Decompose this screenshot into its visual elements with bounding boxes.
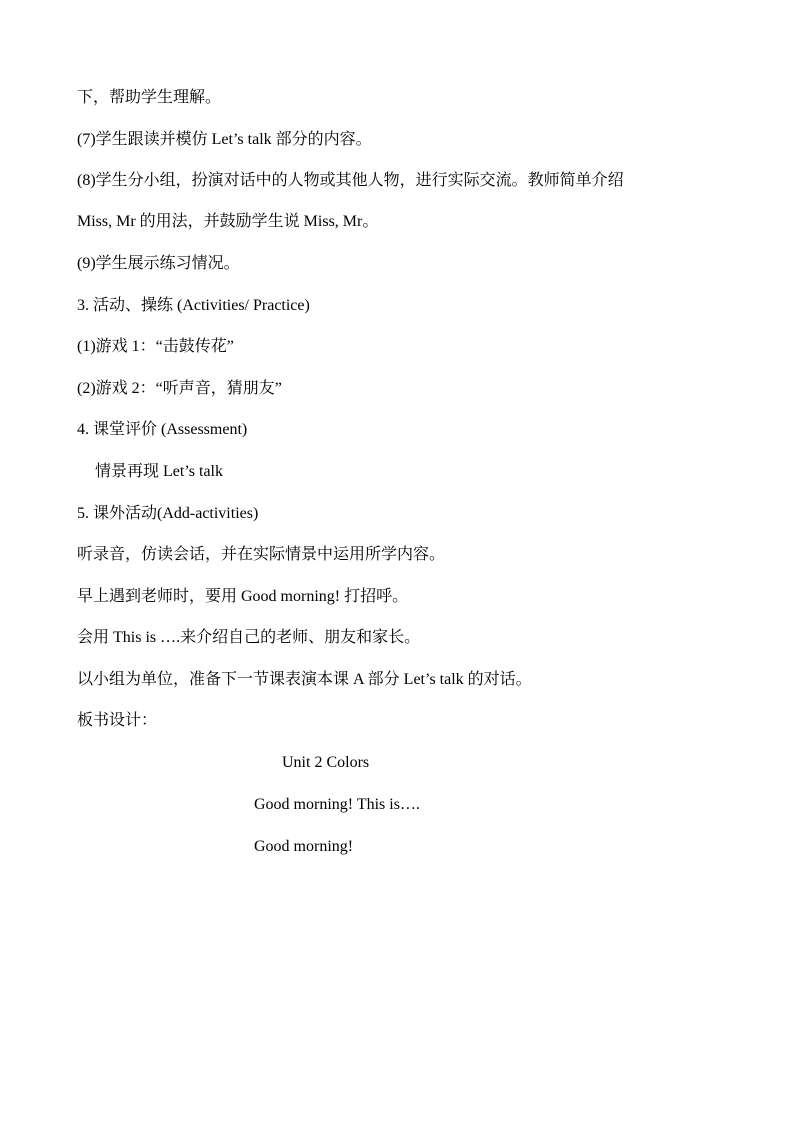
section-heading-add-activities: 5. 课外活动(Add-activities) [77,505,259,522]
text-line-assessment: 情景再现 Let’s talk [95,463,223,480]
text-line-5: (9)学生展示练习情况。 [77,255,240,272]
text-line-3: (8)学生分小组，扮演对话中的人物或其他人物，进行实际交流。教师简单介绍 [77,172,624,189]
text-line-homework-1: 听录音，仿读会话，并在实际情景中运用所学内容。 [77,546,446,563]
text-line-4: Miss, Mr 的用法，并鼓励学生说 Miss, Mr。 [77,213,379,230]
text-line-homework-3: 会用 This is ….来介绍自己的老师、朋友和家长。 [77,629,421,646]
text-line-homework-2: 早上遇到老师时，要用 Good morning! 打招呼。 [77,588,409,605]
text-line-game-2: (2)游戏 2：“听声音，猜朋友” [77,380,282,397]
board-title: Unit 2 Colors [282,754,370,771]
text-line-game-1: (1)游戏 1：“击鼓传花” [77,338,234,355]
board-line-1: Good morning! This is…. [254,796,420,813]
text-line-homework-4: 以小组为单位，准备下一节课表演本课 A 部分 Let’s talk 的对话。 [77,671,532,688]
text-line-1: 下，帮助学生理解。 [77,89,222,106]
board-line-2: Good morning! [254,838,354,855]
section-heading-board-design: 板书设计： [77,712,158,729]
section-heading-activities: 3. 活动、操练 (Activities/ Practice) [77,297,310,314]
text-line-2: (7)学生跟读并模仿 Let’s talk 部分的内容。 [77,131,372,148]
section-heading-assessment: 4. 课堂评价 (Assessment) [77,421,248,438]
